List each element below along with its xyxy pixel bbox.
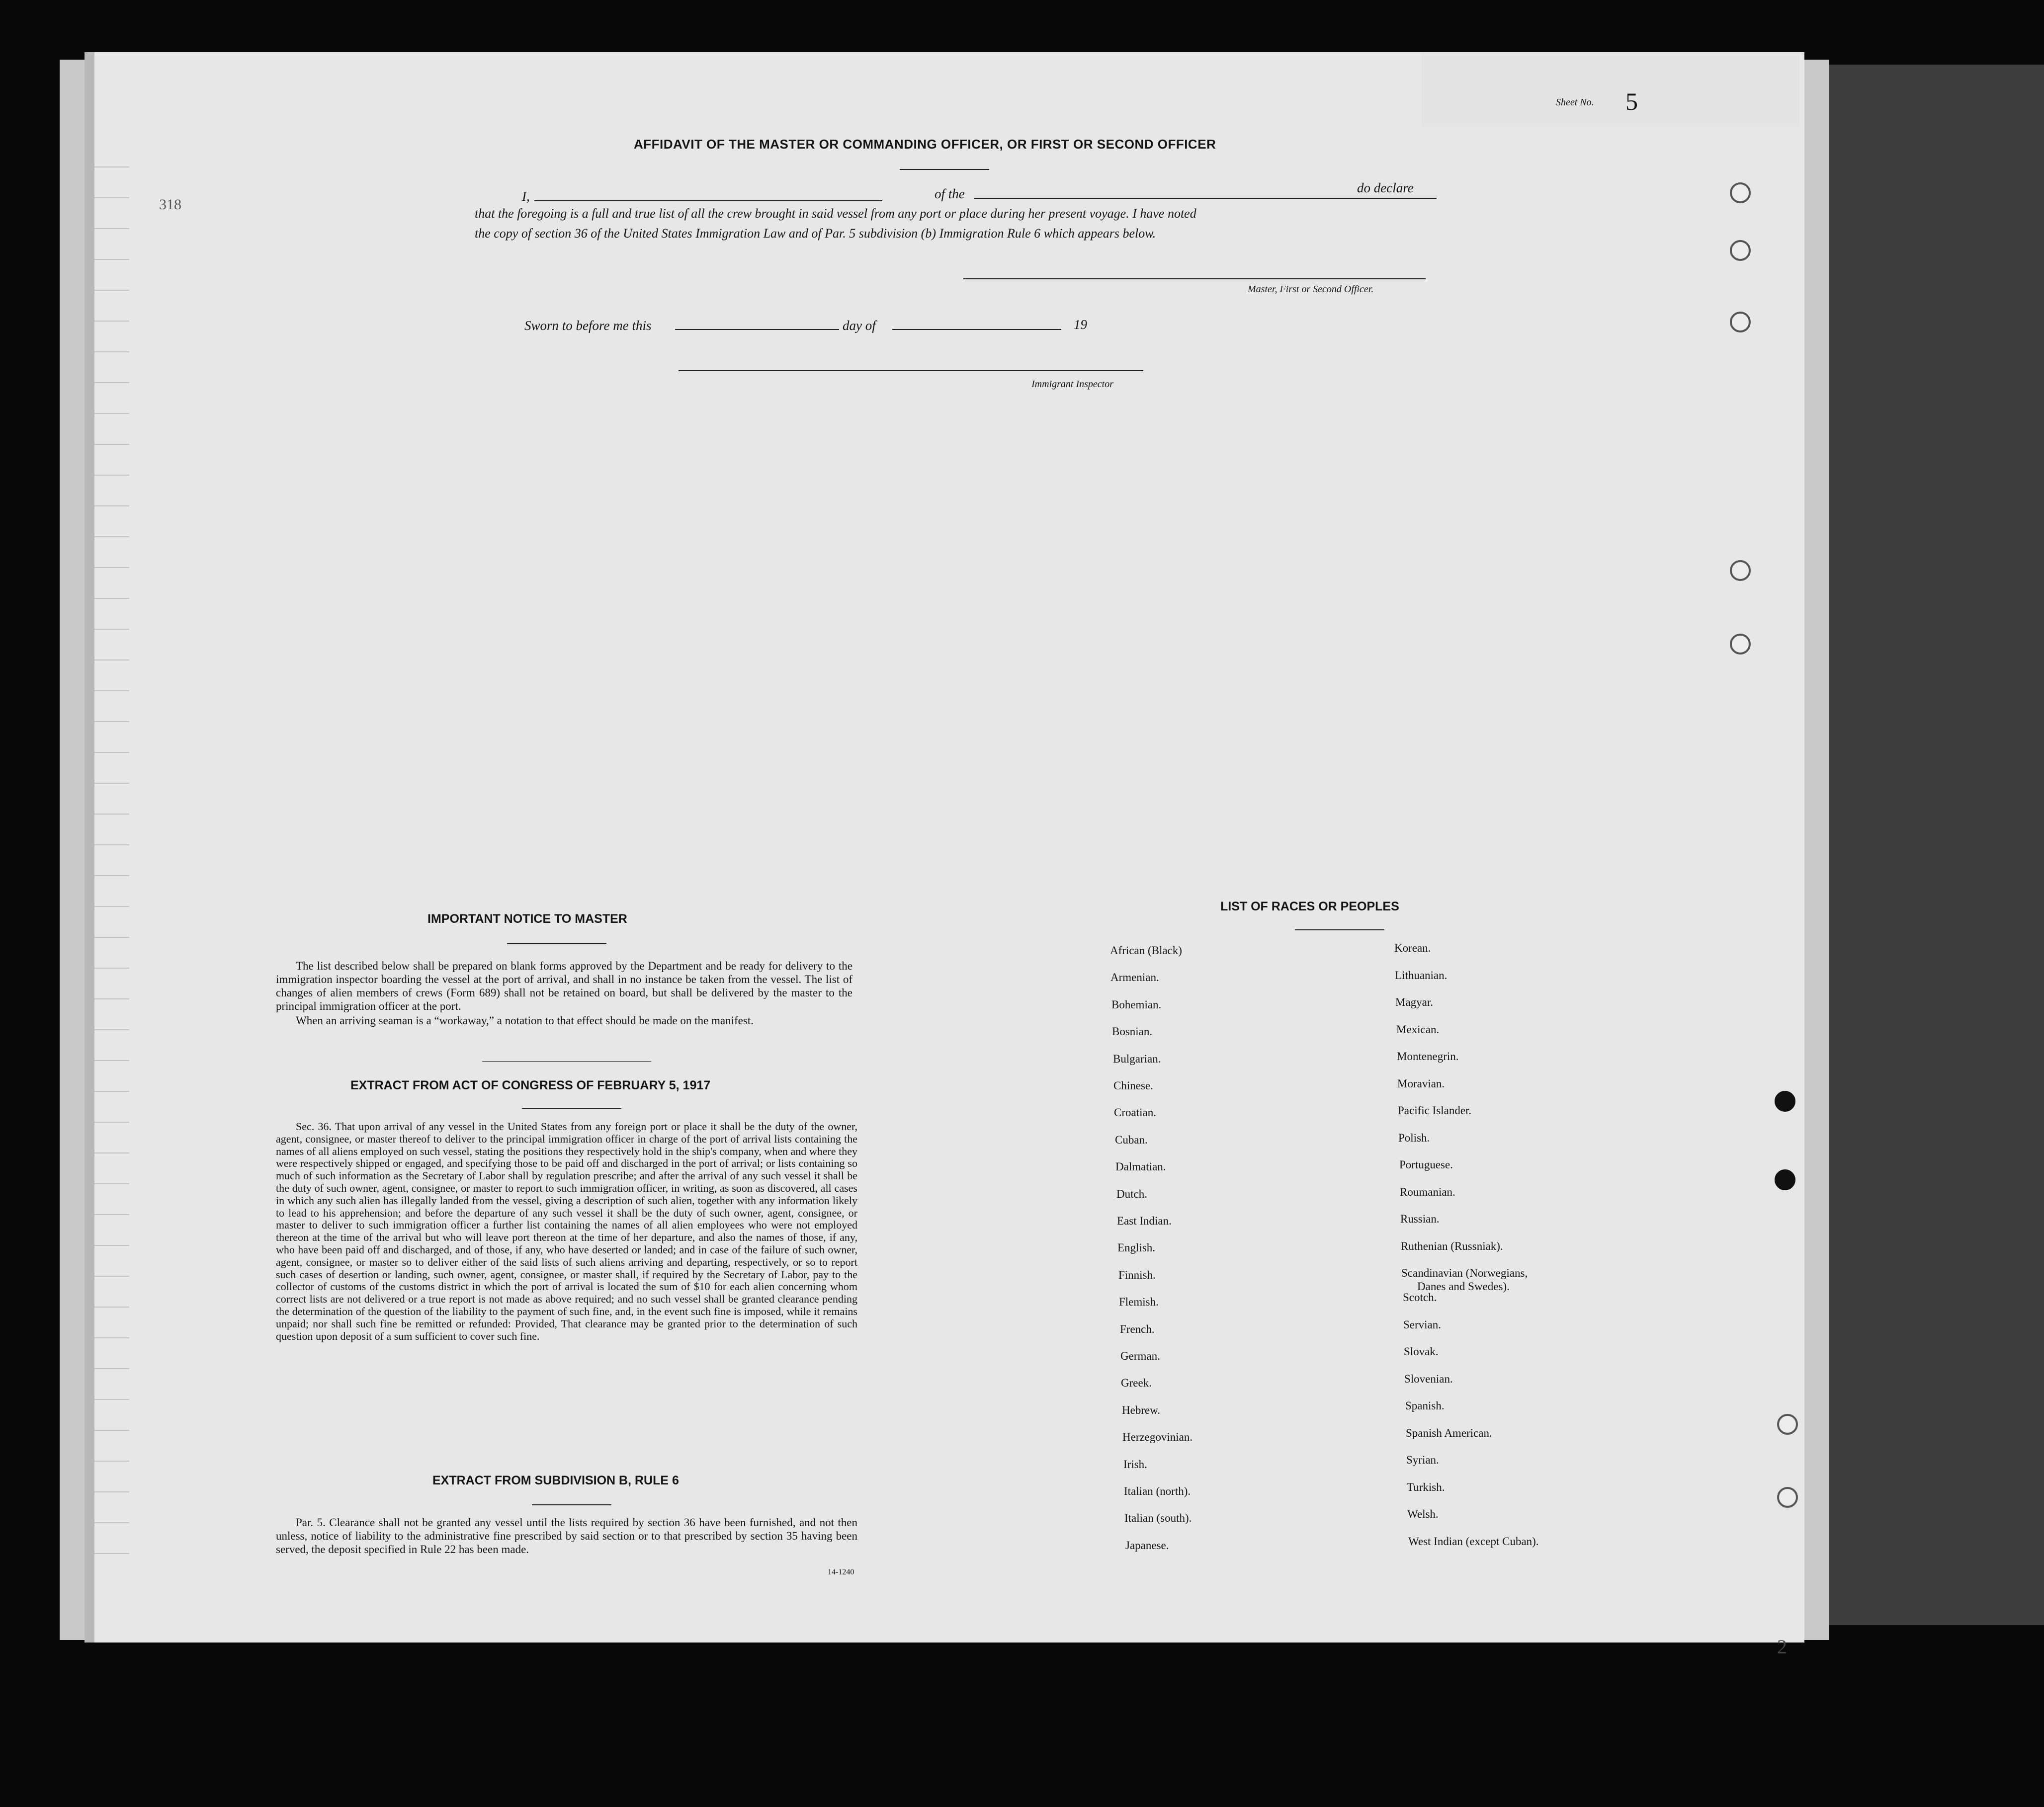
race-item: Scotch. bbox=[1403, 1291, 1437, 1304]
affidavit-declare: do declare bbox=[1357, 180, 1414, 195]
race-item: Croatian. bbox=[1114, 1106, 1156, 1119]
sworn-month-field[interactable] bbox=[892, 329, 1061, 330]
binding-edge bbox=[85, 52, 94, 1643]
master-signature-label: Master, First or Second Officer. bbox=[1248, 284, 1374, 295]
race-item: Greek. bbox=[1121, 1377, 1152, 1390]
punch-hole bbox=[1730, 634, 1751, 655]
race-item: Bulgarian. bbox=[1113, 1052, 1161, 1065]
race-item: Korean. bbox=[1394, 942, 1431, 954]
inspector-signature-field[interactable] bbox=[679, 370, 1143, 371]
notice-title: IMPORTANT NOTICE TO MASTER bbox=[427, 912, 627, 926]
sworn-text: Sworn to before me this bbox=[524, 318, 652, 333]
punch-hole bbox=[1775, 1091, 1795, 1112]
act-extract-title: EXTRACT FROM ACT OF CONGRESS OF FEBRUARY 5, 1917 bbox=[350, 1078, 711, 1092]
race-item: Welsh. bbox=[1407, 1508, 1439, 1521]
race-item: Montenegrin. bbox=[1397, 1050, 1459, 1063]
race-item: West Indian (except Cuban). bbox=[1408, 1535, 1539, 1548]
affidavit-i: I, bbox=[522, 189, 530, 204]
notice-paragraph-2: When an arriving seaman is a “workaway,” a notation to that effect should be made on the manifest. bbox=[296, 1014, 754, 1027]
inspector-signature-label: Immigrant Inspector bbox=[1031, 379, 1113, 390]
race-item: Syrian. bbox=[1406, 1454, 1439, 1467]
notice-paragraph-1: The list described below shall be prepared on blank forms approved by the Department and be ready for delivery to the immigration inspector boarding the vessel at the port of arrival, and shall in no instance be taken from the vessel. The list of changes of alien members of crews (Form 689) shall not be retained on board, but shall be delivered by the master to the principal immigration officer at the port. bbox=[276, 960, 852, 1012]
race-item: Slovenian. bbox=[1404, 1372, 1453, 1385]
ruled-margin bbox=[94, 137, 129, 1578]
race-item: Bohemian. bbox=[1111, 998, 1162, 1011]
race-item: Ruthenian (Russniak). bbox=[1401, 1239, 1503, 1252]
races-title-rule bbox=[1295, 929, 1384, 930]
margin-stamp: 318 bbox=[159, 196, 181, 213]
punch-hole bbox=[1775, 1169, 1795, 1190]
race-item: Mexican. bbox=[1396, 1023, 1440, 1036]
punch-hole bbox=[1730, 560, 1751, 581]
sheet-number-label: Sheet No. bbox=[1556, 97, 1594, 108]
affidavit-line-3: the copy of section 36 of the United States Immigration Law and of Par. 5 subdivision (b) Immigration Rule 6 which appears below. bbox=[475, 226, 1156, 241]
rule-extract-title: EXTRACT FROM SUBDIVISION B, RULE 6 bbox=[432, 1474, 679, 1487]
race-item: Italian (south). bbox=[1124, 1512, 1192, 1525]
sworn-day-field[interactable] bbox=[675, 329, 839, 330]
race-item: Portuguese. bbox=[1399, 1158, 1453, 1171]
officer-name-field[interactable] bbox=[534, 200, 882, 201]
act-extract-rule bbox=[522, 1108, 621, 1109]
race-item: Magyar. bbox=[1395, 996, 1434, 1008]
races-title: LIST OF RACES OR PEOPLES bbox=[1220, 900, 1399, 913]
punch-hole bbox=[1777, 1414, 1798, 1435]
race-item: Herzegovinian. bbox=[1122, 1431, 1193, 1444]
corner-pencil-mark: 2 bbox=[1777, 1636, 1787, 1658]
punch-hole bbox=[1777, 1487, 1798, 1508]
race-item: English. bbox=[1117, 1241, 1156, 1254]
race-item: Spanish American. bbox=[1406, 1426, 1492, 1439]
race-item: Cuban. bbox=[1115, 1133, 1148, 1146]
race-item: Roumanian. bbox=[1400, 1185, 1455, 1198]
notice-divider bbox=[482, 1061, 651, 1062]
race-item: Polish. bbox=[1398, 1131, 1430, 1144]
affidavit-line-2: that the foregoing is a full and true list of all the crew brought in said vessel from any port or place during her present voyage. I have noted bbox=[475, 206, 1196, 221]
race-item: Pacific Islander. bbox=[1398, 1104, 1472, 1117]
sheet-number-value: 5 bbox=[1625, 87, 1638, 115]
race-item: Spanish. bbox=[1405, 1399, 1445, 1412]
race-item: African (Black) bbox=[1110, 944, 1182, 957]
manifest-page bbox=[85, 52, 1804, 1658]
race-item: Moravian. bbox=[1397, 1077, 1445, 1090]
race-item: Slovak. bbox=[1404, 1345, 1439, 1358]
race-item: Scandinavian (Norwegians, bbox=[1401, 1267, 1528, 1279]
vessel-name-field[interactable] bbox=[974, 198, 1437, 199]
race-item: Lithuanian. bbox=[1395, 969, 1448, 982]
torn-corner bbox=[1422, 52, 1799, 127]
race-item: Russian. bbox=[1400, 1213, 1440, 1225]
punch-hole bbox=[1730, 182, 1751, 203]
form-number: 14-1240 bbox=[828, 1568, 854, 1576]
punch-hole bbox=[1730, 240, 1751, 261]
race-item: Servian. bbox=[1403, 1318, 1442, 1331]
race-item: Flemish. bbox=[1119, 1296, 1159, 1309]
race-item: French. bbox=[1120, 1322, 1155, 1335]
race-item: Dalmatian. bbox=[1115, 1160, 1166, 1173]
race-item: Armenian. bbox=[1110, 971, 1159, 984]
race-item: Japanese. bbox=[1125, 1539, 1169, 1552]
race-item: Finnish. bbox=[1118, 1268, 1156, 1281]
notice-rule bbox=[507, 943, 606, 944]
race-item: Irish. bbox=[1123, 1458, 1147, 1471]
rule-extract-text: Par. 5. Clearance shall not be granted any vessel until the lists required by section 36 have been furnished, and not then unless, notice of liability to the administrative fine prescribed by said section or to that prescribed by section 35 having been served, the deposit specified in Rule 22 has been made. bbox=[276, 1516, 857, 1556]
race-item: Hebrew. bbox=[1122, 1403, 1161, 1416]
race-item: Italian (north). bbox=[1124, 1485, 1191, 1497]
master-signature-field[interactable] bbox=[963, 278, 1426, 279]
rule-extract-rule bbox=[532, 1504, 611, 1505]
race-item: Bosnian. bbox=[1112, 1025, 1153, 1038]
year-prefix: 19 bbox=[1074, 317, 1087, 332]
race-item: Danes and Swedes). bbox=[1417, 1280, 1510, 1293]
race-item: East Indian. bbox=[1117, 1215, 1172, 1227]
title-rule bbox=[900, 169, 989, 170]
race-item: Chinese. bbox=[1113, 1079, 1153, 1092]
punch-hole bbox=[1730, 312, 1751, 332]
race-item: Dutch. bbox=[1116, 1187, 1147, 1200]
act-extract-text: Sec. 36. That upon arrival of any vessel in the United States from any foreign port or place it shall be the duty of the owner, agent, consignee, or master thereof to deliver to the principal immigration officer in charge of the port of arrival lists containing the names of all aliens employed on such vessel, stating the positions they respectively hold in the ship's company, when and where they were respectively shipped or engaged, and specifying those to be paid off and discharged in the port of arrival; or lists containing so much of such information as the Secretary of Labor shall by regulation prescribe; and after the arrival of any such vessel it shall be the duty of such owner, agent, consignee, or master to report to such immigration officer, in writing, as soon as discovered, all cases in which any such alien has illegally landed from the vessel, giving a description of such alien, together with any information likely to lead to his apprehension; and before the departure of any such vessel it shall be the duty of such owner, agent, consignee, or master to deliver to such immigration officer a further list containing the names of all alien employees who were not employed thereon at the time of the arrival but who will leave port thereon at the time of her departure, and also the names of those, if any, who have been paid off and discharged, and of those, if any, who have deserted or landed; and in case of the failure of such owner, agent, consignee, or master so to deliver either of the said lists of such aliens arriving and departing, respectively, or so to report such cases of desertion or landing, such owner, agent, consignee, or master shall, if required by the Secretary of Labor, pay to the collector of customs of the customs district in which the port of arrival is located the sum of $10 for each alien concerning whom correct lists are not delivered or a true report is not made as above required; and no such vessel shall be granted clearance pending the determination of the question of the liability to the payment of such fine, and, in the event such fine is imposed, while it remains unpaid; nor shall such fine be remitted or refunded: Provided, That clearance may be granted prior to the determination of such question upon deposit of a sum sufficient to cover such fine. bbox=[276, 1120, 857, 1342]
day-of-text: day of bbox=[843, 318, 876, 333]
race-item: German. bbox=[1120, 1350, 1160, 1362]
affidavit-title: AFFIDAVIT OF THE MASTER OR COMMANDING OFFICER, OR FIRST OR SECOND OFFICER bbox=[634, 137, 1216, 152]
race-item: Turkish. bbox=[1407, 1480, 1445, 1493]
affidavit-of-the: of the bbox=[935, 186, 965, 201]
